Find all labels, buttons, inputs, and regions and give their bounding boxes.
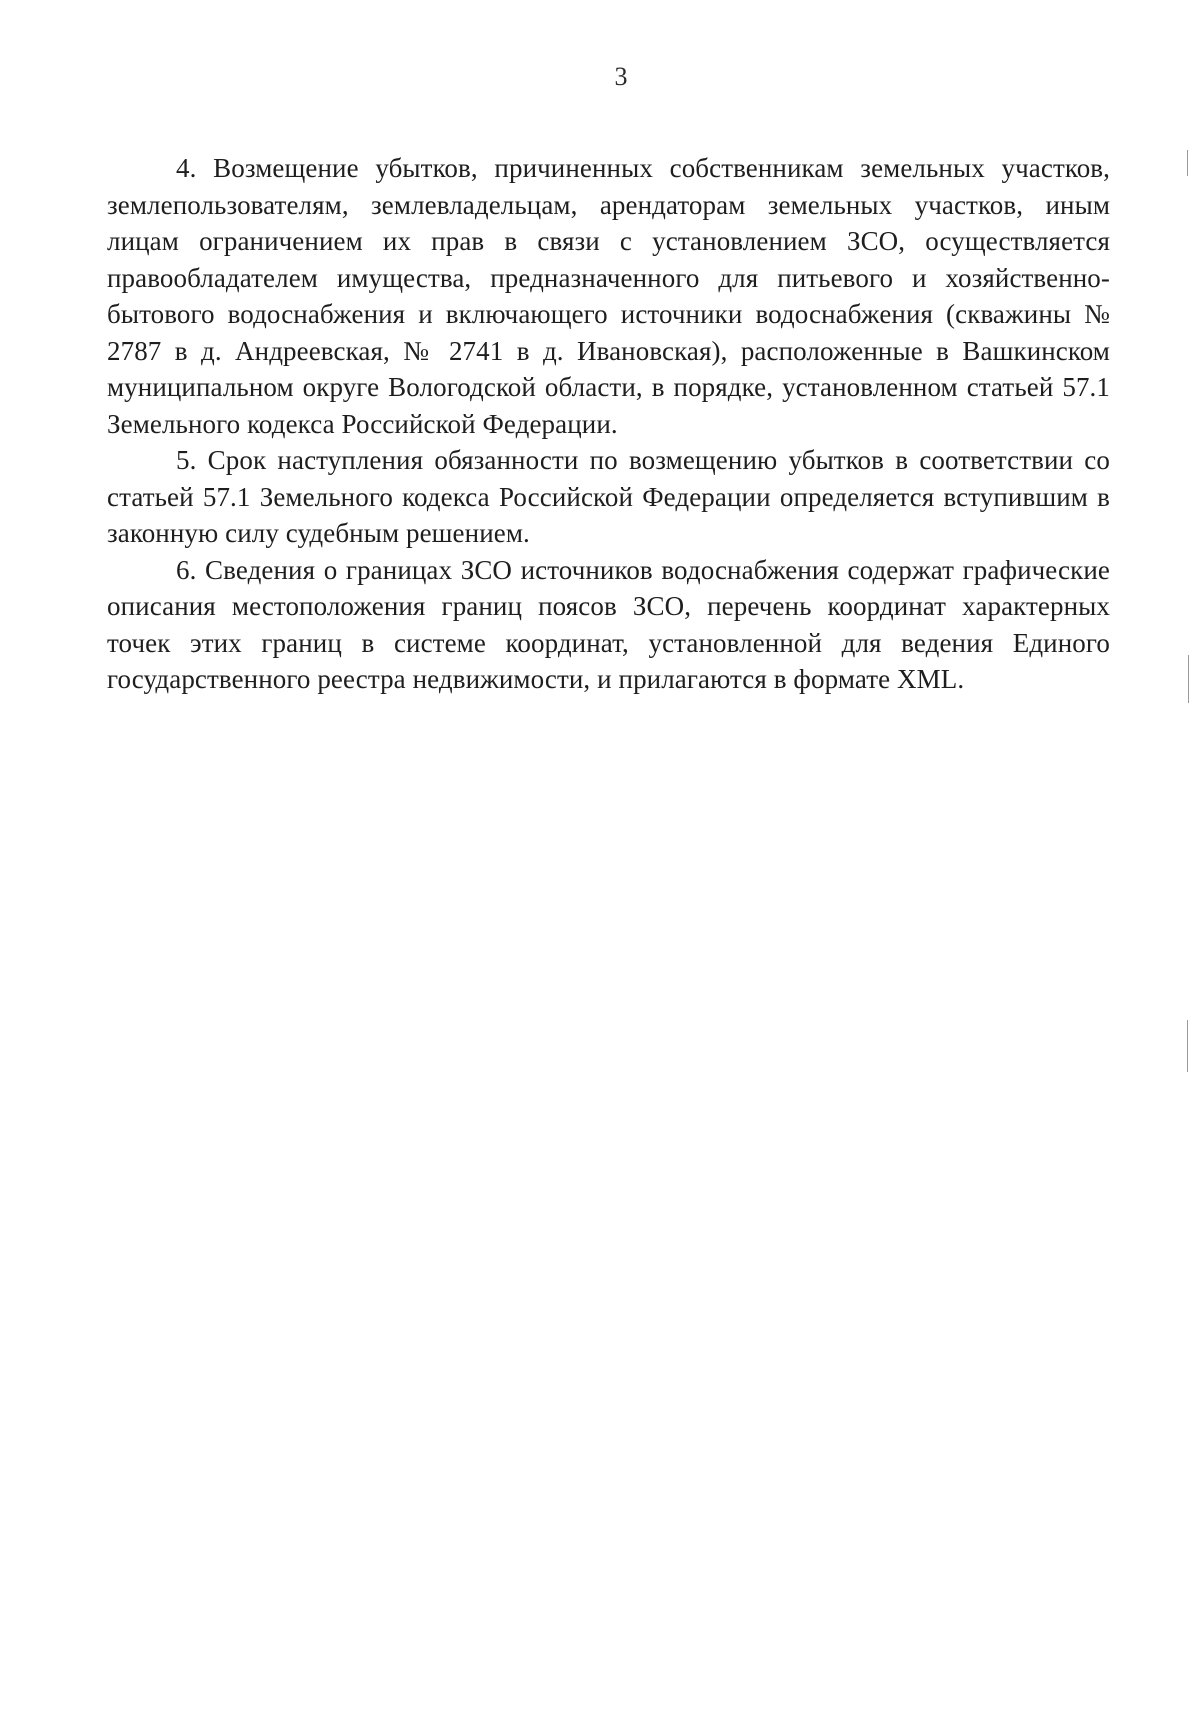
document-body (107, 150, 1110, 698)
paragraph-5: 5. Срок наступления обязанности по возмещению убытков в соответствии со статьей 57.1 Земельного кодекса Российской Федерации определяется вступившим в законную силу судебным решением. (107, 445, 1110, 548)
paragraph-4: 4. Возмещение убытков, причиненных собственникам земельных участков, землепользователям, землевладельцам, арендаторам земельных участков, иным лицам ограничением их прав в связи с установлением ЗСО, осуществляется правообладателем имущества, предназначенного для питьевого и хозяйственно-бытового водоснабжения и включающего источники водоснабжения (скважины № 2787 в д. Андреевская, № 2741 в д. Ивановская), расположенные в Вашкинском муниципальном округе Вологодской области, в порядке, установленном статьей 57.1 Земельного кодекса Российской Федерации. (107, 153, 1110, 439)
scan-artifact-line (1187, 1020, 1188, 1072)
scan-artifact-line (1187, 150, 1188, 176)
page-number: 3 (614, 62, 628, 91)
paragraph-6: 6. Сведения о границах ЗСО источников водоснабжения содержат графические описания местоположения границ поясов ЗСО, перечень координат характерных точек этих границ в системе координат, установленной для ведения Единого государственного реестра недвижимости, и прилагаются в формате XML. (107, 554, 1110, 694)
scan-artifact-line (1188, 655, 1189, 703)
